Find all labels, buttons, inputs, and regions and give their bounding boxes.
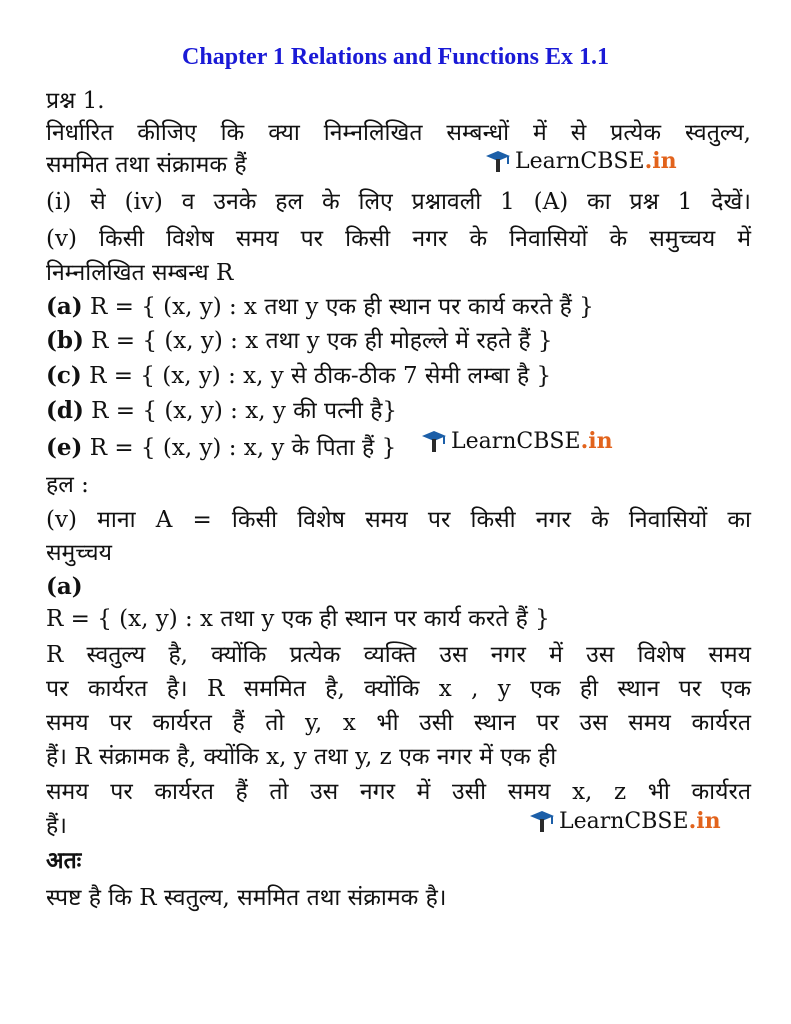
explanation-line-5: समय पर कार्यरत हैं तो उस नगर में उसी समय x, z भी कार्यरत — [46, 779, 751, 805]
relation-e-text: R = { (x, y) : x, y के पिता हैं } — [89, 435, 397, 461]
explanation-line-3: समय पर कार्यरत हैं तो y, x भी उसी स्थान पर उस समय कार्यरत — [46, 710, 751, 736]
sub-part-a-label: (a) — [46, 573, 83, 600]
relation-b — [46, 326, 553, 356]
question-text-line-2: सममित तथा संक्रामक हैं — [46, 152, 247, 178]
logo-tld: .in — [644, 148, 677, 174]
learncbse-logo — [420, 428, 613, 454]
relation-d — [46, 396, 397, 426]
explanation-line-6: हैं। — [46, 813, 67, 839]
logo-text: LearnCBSE — [559, 808, 689, 834]
logo-tld: .in — [688, 808, 721, 834]
conclusion-text: स्पष्ट है कि R स्वतुल्य, सममित तथा संक्रामक है। — [46, 885, 447, 911]
explanation-line-4: हैं। R संक्रामक है, क्योंकि x, y तथा y, z एक नगर में एक ही — [46, 744, 557, 770]
solution-heading: हल : — [46, 472, 89, 498]
relation-c-text: R = { (x, y) : x, y से ठीक-ठीक 7 सेमी लम्बा है } — [89, 363, 552, 389]
graduation-cap-icon — [420, 428, 448, 454]
note-line: (i) से (iv) व उनके हल के लिए प्रश्नावली 1 (A) का प्रश्न 1 देखें। — [46, 189, 751, 215]
label-c: (c) — [46, 362, 82, 389]
logo-text: LearnCBSE — [515, 148, 645, 174]
label-e: (e) — [46, 434, 83, 461]
relation-r-definition: R = { (x, y) : x तथा y एक ही स्थान पर कार्य करते हैं } — [46, 606, 550, 632]
relation-a — [46, 292, 594, 322]
conclusion-heading: अतः — [46, 847, 82, 874]
question-number: प्रश्न 1. — [46, 88, 105, 114]
label-d: (d) — [46, 397, 84, 424]
logo-text: LearnCBSE — [451, 428, 581, 454]
explanation-line-2: पर कार्यरत है। R सममित है, क्योंकि x , y एक ही स्थान पर एक — [46, 676, 751, 702]
relation-d-text: R = { (x, y) : x, y की पत्नी है} — [91, 398, 398, 424]
question-text-line-1: निर्धारित कीजिए कि क्या निम्नलिखित सम्बन्धों में से प्रत्येक स्वतुल्य, — [46, 120, 751, 146]
graduation-cap-icon — [484, 148, 512, 174]
solution-line-1: (v) माना A = किसी विशेष समय पर किसी नगर के निवासियों का — [46, 507, 751, 533]
relation-b-text: R = { (x, y) : x तथा y एक ही मोहल्ले में रहते हैं } — [91, 328, 553, 354]
relation-c — [46, 361, 551, 391]
learncbse-logo — [528, 808, 721, 834]
relation-a-text: R = { (x, y) : x तथा y एक ही स्थान पर कार्य करते हैं } — [89, 294, 594, 320]
label-a: (a) — [46, 293, 83, 320]
graduation-cap-icon — [528, 808, 556, 834]
logo-tld: .in — [580, 428, 613, 454]
chapter-title: Chapter 1 Relations and Functions Ex 1.1 — [182, 44, 609, 70]
relation-e — [46, 433, 396, 463]
explanation-line-1: R स्वतुल्य है, क्योंकि प्रत्येक व्यक्ति उस नगर में उस विशेष समय — [46, 642, 751, 668]
label-b: (b) — [46, 327, 84, 354]
part-v-line-1: (v) किसी विशेष समय पर किसी नगर के निवासियों के समुच्चय में — [46, 226, 751, 252]
learncbse-logo — [484, 148, 677, 174]
part-v-line-2: निम्नलिखित सम्बन्ध R — [46, 260, 234, 286]
solution-line-2: समुच्चय — [46, 540, 112, 566]
